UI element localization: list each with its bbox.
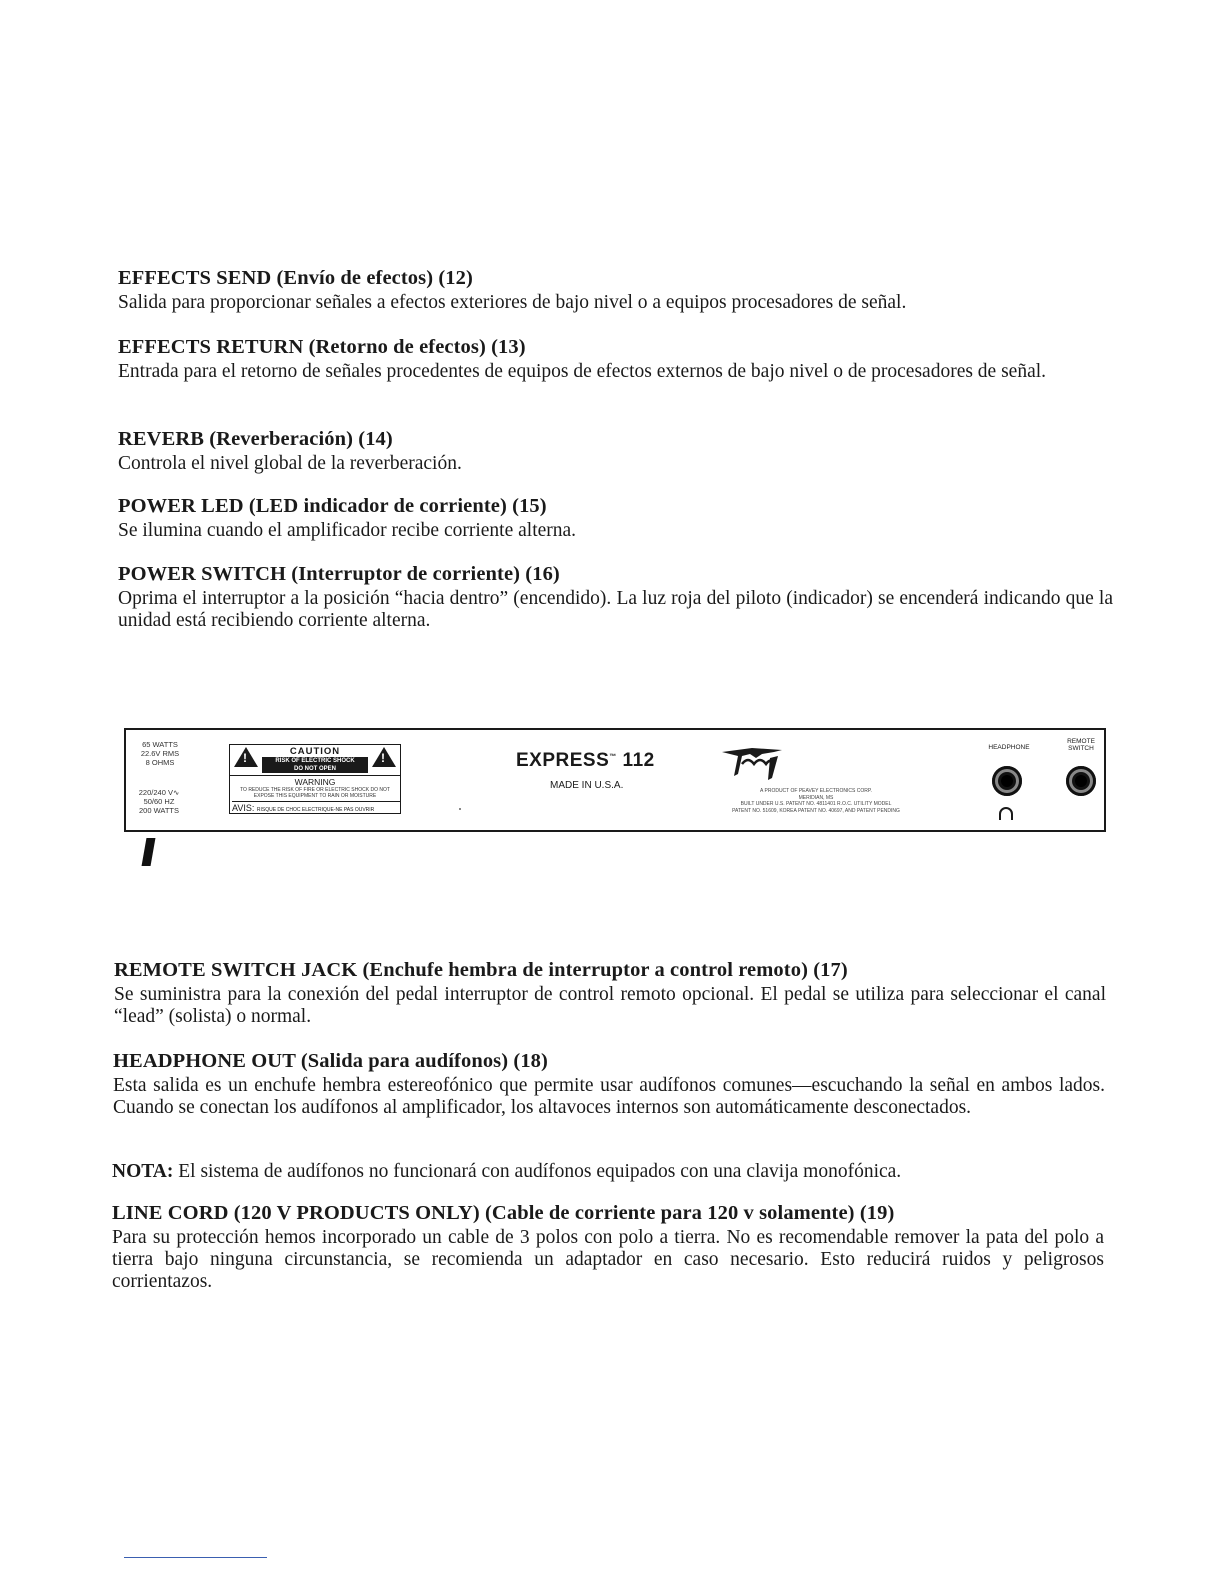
warning-word: WARNING [230,775,400,787]
section-body: Salida para proporcionar señales a efectos exteriores de bajo nivel o a equipos procesadores de señal. [118,292,907,313]
caution-word: CAUTION [289,746,341,757]
mfr-line: BUILT UNDER U.S. PATENT NO. 4811401 R.O.C. UTILITY MODEL [740,801,892,807]
warning-triangle-icon: ! [372,747,396,767]
remote-label-line: SWITCH [1068,745,1094,752]
caution-bar-line: DO NOT OPEN [293,766,336,772]
mfr-line: A PRODUCT OF PEAVEY ELECTRONICS CORP. [760,788,872,794]
made-in-label: MADE IN U.S.A. [550,780,624,791]
avis-text: RISQUE DE CHOC ELECTRIQUE-NE PAS OUVRIR [256,807,375,813]
section-heading: POWER LED (LED indicador de corriente) (15) [118,495,547,517]
section-heading: EFFECTS SEND (Envío de efectos) (12) [118,267,473,289]
output-specs [138,740,182,767]
avis-line [232,801,400,813]
section-heading: LINE CORD (120 V PRODUCTS ONLY) (Cable de corriente para 120 v solamente) (19) [112,1202,895,1224]
section-body: Entrada para el retorno de señales procedentes de equipos de efectos externos de bajo nivel o de procesadores de señal. [118,361,1047,382]
spec-line: 22.6V RMS [140,749,180,758]
section-heading: EFFECTS RETURN (Retorno de efectos) (13) [118,336,526,358]
section-body: Oprima el interruptor a la posición “hacia dentro” (encendido). La luz roja del piloto (indicador) se encenderá indicando que la unidad está recibiendo corriente alterna. [118,588,1113,631]
power-switch-section [118,562,1113,632]
model-number: 112 [622,750,655,771]
mfr-line: MERIDIAN, MS [798,794,834,801]
model-brand: EXPRESS [516,750,610,771]
nota-label: NOTA: [112,1161,174,1182]
model-name [516,750,655,772]
caution-bar [262,757,368,773]
remote-label-line: REMOTE [1067,738,1095,745]
effects-return-section [118,335,1113,383]
power-led-section [118,494,1113,542]
remote-switch-jack [1066,766,1096,796]
line-cord-section [112,1201,1104,1293]
peavey-logo-icon [712,744,792,784]
power-specs [134,788,184,815]
spec-line: 200 WATTS [138,806,179,815]
rear-panel-diagram [124,728,1106,832]
spec-line: 220/240 V∿ [138,788,180,797]
caution-label [229,744,401,814]
speck [459,808,461,810]
warning-text: TO REDUCE THE RISK OF FIRE OR ELECTRIC SHOCK DO NOT EXPOSE THIS EQUIPMENT TO RAIN OR MOISTURE [240,787,390,799]
section-heading: REMOTE SWITCH JACK (Enchufe hembra de interruptor a control remoto) (17) [114,959,848,981]
trademark: ™ [609,753,617,761]
corner-mark [142,838,156,866]
nota-text: El sistema de audífonos no funcionará con audífonos equipados con una clavija monofónica. [178,1161,902,1182]
section-heading: HEADPHONE OUT (Salida para audífonos) (18) [113,1050,548,1072]
footer-rule [124,1557,267,1558]
reverb-section [118,427,1113,475]
headphone-icon [996,804,1016,824]
headphone-out-section [113,1049,1105,1119]
section-body: Se suministra para la conexión del pedal interruptor de control remoto opcional. El pedal se utiliza para seleccionar el canal “lead” (solista) o normal. [114,984,1106,1027]
mfr-line: PATENT NO. 51609, KOREA PATENT NO. 40697, AND PATENT PENDING [732,807,900,814]
manufacturer-info [696,788,936,814]
remote-switch-jack-section [114,958,1106,1028]
nota-paragraph [112,1161,1112,1183]
spec-line: 50/60 HZ [143,797,175,806]
spec-line: 65 WATTS [142,740,178,749]
spec-line: 8 OHMS [145,758,175,767]
section-body: Esta salida es un enchufe hembra estereofónico que permite usar audífonos comunes—escuchando la señal en ambos lados. Cuando se conectan los audífonos al amplificador, los altavoces internos son automáticamente desconectados. [113,1075,1105,1118]
effects-send-section [118,266,1113,314]
headphone-jack [992,766,1022,796]
section-body: Para su protección hemos incorporado un cable de 3 polos con polo a tierra. No es recomendable remover la pata del polo a tierra bajo ninguna circunstancia, se recomienda un adaptador en caso necesario. Esto reducirá ruidos y peligrosos corrientazos. [112,1227,1104,1292]
caution-bar-line: RISK OF ELECTRIC SHOCK [275,758,355,764]
section-heading: POWER SWITCH (Interruptor de corriente) (16) [118,563,560,585]
warning-triangle-icon: ! [234,747,258,767]
section-body: Controla el nivel global de la reverberación. [118,453,462,474]
avis-label: AVIS: [232,803,255,813]
section-heading: REVERB (Reverberación) (14) [118,428,393,450]
headphone-label: HEADPHONE [988,744,1030,751]
remote-switch-label [1056,738,1106,752]
section-body: Se ilumina cuando el amplificador recibe corriente alterna. [118,520,577,541]
